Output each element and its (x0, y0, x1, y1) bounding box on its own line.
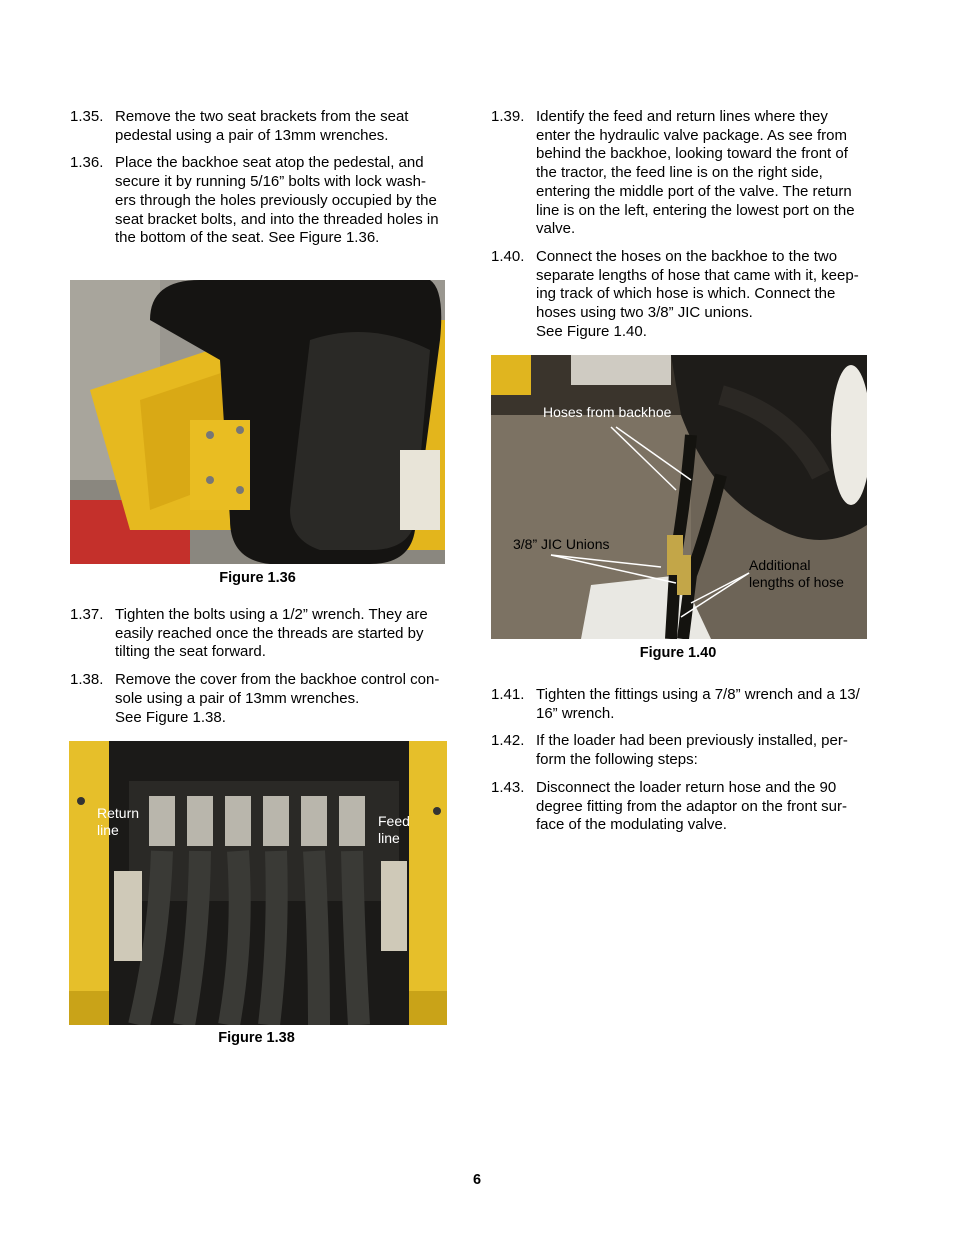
step-text: Place the backhoe seat atop the pedestal, and secure it by running 5/16” bolts with lock wash- ers through the holes previously occupied by the seat bracket bolts, and into the threaded holes in the bottom of the seat. See Figure 1.36. (115, 154, 439, 247)
right-column-bottom (491, 686, 876, 844)
page-number: 6 (472, 1172, 482, 1188)
step-1-39 (491, 108, 876, 239)
step-text: Remove the cover from the backhoe control con- sole using a pair of 13mm wrenches. See Figure 1.38. (115, 671, 440, 726)
step-text: Connect the hoses on the backhoe to the two separate lengths of hose that came with it, keep- ing track of which hose is which. Connect the hoses using two 3/8” JIC unions. See Figure 1.40. (536, 247, 859, 340)
figure-1-38-photo (69, 741, 447, 1025)
feed-line-label: Feed line (378, 813, 410, 846)
step-number: 1.35. (70, 108, 104, 125)
step-1-43 (491, 779, 876, 835)
step-1-41 (491, 686, 876, 723)
step-number: 1.41. (491, 686, 525, 703)
step-1-36 (70, 154, 455, 248)
step-text: Disconnect the loader return hose and the 90 degree fitting from the adaptor on the front sur- face of the modulating valve. (536, 778, 848, 834)
step-1-40 (491, 248, 876, 342)
left-column-mid (70, 606, 455, 736)
figure-1-36-caption: Figure 1.36 (219, 570, 296, 586)
step-number: 1.40. (491, 247, 525, 265)
step-text: Identify the feed and return lines where they enter the hydraulic valve package. As see from behind the backhoe, looking toward the front of the tractor, the feed line is on the right side, entering the middle port of the valve. The return line is on the left, entering the lowest port on the valve. (536, 108, 855, 238)
jic-unions-label: 3/8” JIC Unions (513, 536, 610, 552)
figure-1-40-caption: Figure 1.40 (639, 645, 717, 661)
step-number: 1.37. (70, 606, 104, 623)
step-1-37 (70, 606, 455, 662)
step-1-38 (70, 671, 455, 727)
step-number: 1.42. (491, 732, 525, 750)
left-column-top (70, 108, 455, 257)
hoses-from-backhoe-label: Hoses from backhoe (543, 404, 672, 420)
step-1-35 (70, 108, 455, 145)
figure-1-38-caption: Figure 1.38 (218, 1030, 295, 1046)
step-text: Tighten the fittings using a 7/8” wrench and a 13/ 16” wrench. (536, 686, 860, 722)
figure-1-36-photo (70, 280, 445, 564)
step-number: 1.39. (491, 108, 525, 125)
figure-1-40-callout-arrows (491, 355, 867, 639)
step-number: 1.38. (70, 671, 104, 689)
additional-hose-label: Additional lengths of hose (749, 557, 844, 590)
step-1-42 (491, 732, 876, 769)
return-line-label: Return line (97, 805, 140, 838)
step-text: Tighten the bolts using a 1/2” wrench. They are easily reached once the threads are started by tilting the seat forward. (115, 606, 428, 661)
step-number: 1.43. (491, 778, 525, 796)
step-text: If the loader had been previously installed, per- form the following steps: (536, 732, 848, 769)
right-column-top (491, 108, 876, 350)
step-text: Remove the two seat brackets from the seat pedestal using a pair of 13mm wrenches. (115, 108, 409, 144)
step-number: 1.36. (70, 154, 104, 172)
